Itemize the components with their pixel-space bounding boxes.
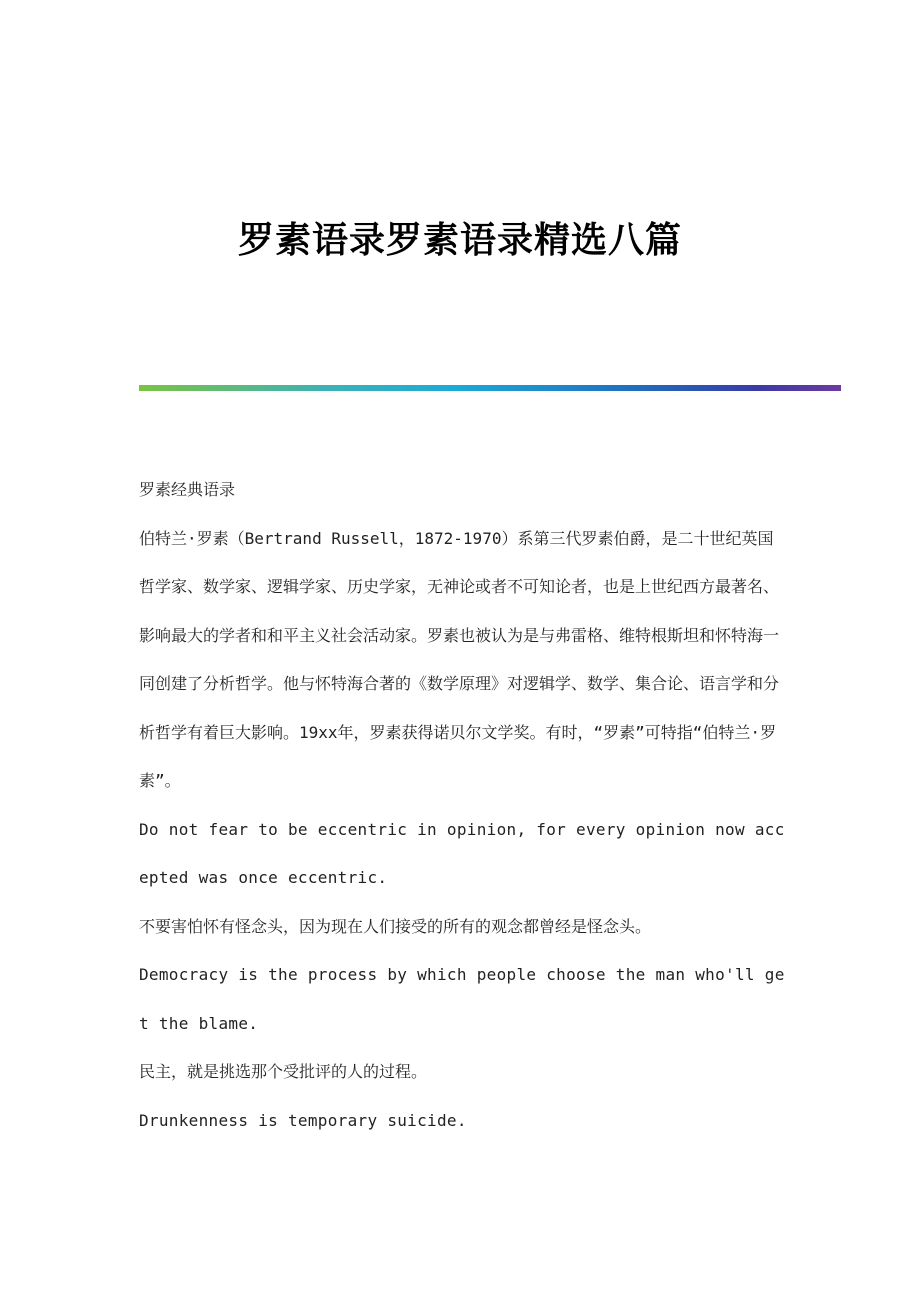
section-heading: 罗素经典语录 (139, 480, 236, 499)
quote-english-1: Do not fear to be eccentric in opinion, for every opinion now accepted was once eccentric. (139, 819, 785, 887)
quote-english-3: Drunkenness is temporary suicide. (139, 1110, 467, 1130)
document-body (139, 466, 789, 1145)
quote-chinese-1: 不要害怕怀有怪念头，因为现在人们接受的所有的观念都曾经是怪念头。 (139, 916, 652, 936)
quote-english-2: Democracy is the process by which people choose the man who'll get the blame. (139, 965, 785, 1033)
gradient-divider (139, 385, 841, 391)
quote-chinese-2: 民主，就是挑选那个受批评的人的过程。 (139, 1062, 428, 1081)
page-title: 罗素语录罗素语录精选八篇 (237, 219, 682, 261)
intro-paragraph: 伯特兰·罗素（Bertrand Russell，1872-1970）系第三代罗素伯爵，是二十世纪英国哲学家、数学家、逻辑学家、历史学家，无神论或者不可知论者，也是上世纪西方最著名、影响最大的学者和和平主义社会活动家。罗素也被认为是与弗雷格、维特根斯坦和怀特海一同创建了分析哲学。他与怀特海合著的《数学原理》对逻辑学、数学、集合论、语言学和分析哲学有着巨大影响。19xx年，罗素获得诺贝尔文学奖。有时，“罗素”可特指“伯特兰·罗素”。 (139, 528, 780, 790)
